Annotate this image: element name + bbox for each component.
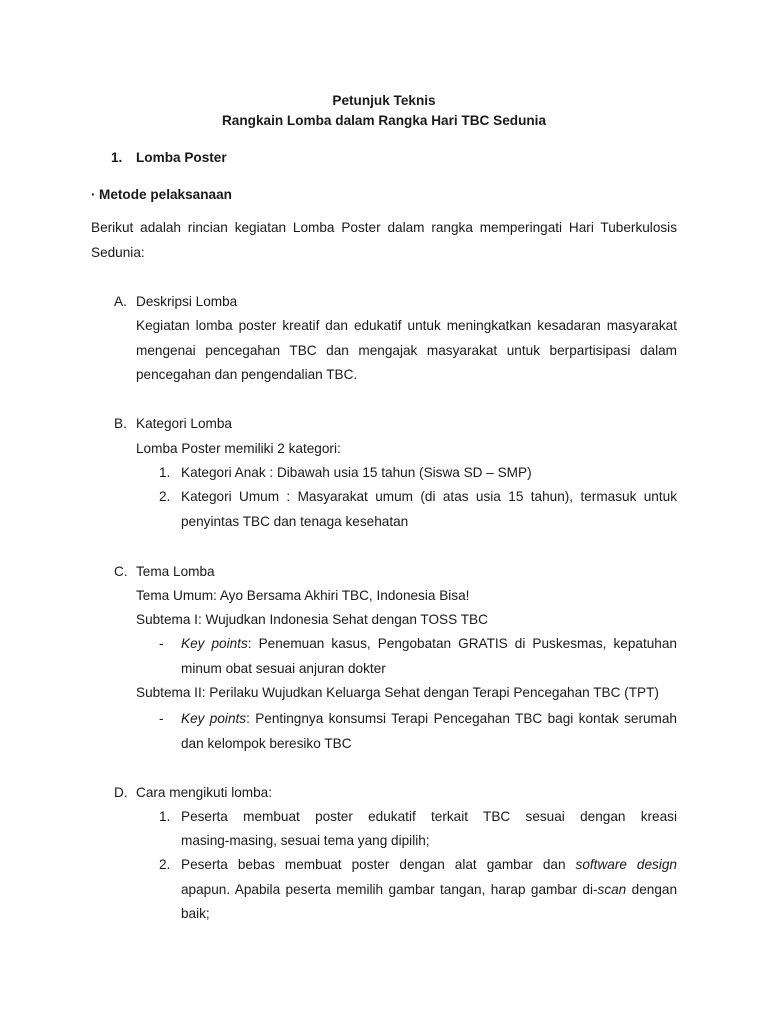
section-c-kp2-dash: - [159, 711, 164, 726]
section-a-line2: mengenai pencegahan TBC dan mengajak masyarakat untuk berpartisipasi dalam [136, 343, 677, 358]
section-c-kp2-line1 [181, 711, 677, 726]
section-b-heading: Kategori Lomba [136, 416, 232, 431]
section-c-kp1-line2: minum obat sesuai anjuran dokter [181, 661, 386, 676]
section-d-item1-number: 1. [159, 809, 171, 824]
section-d-item1-line2: masing-masing, sesuai tema yang dipilih; [181, 833, 430, 848]
doc-title-line1: Petunjuk Teknis [332, 93, 436, 108]
section-b-item2-number: 2. [159, 489, 171, 504]
section-a-letter: A. [114, 294, 127, 309]
item2-line2-text: apapun. Apabila peserta memilih gambar tangan, harap gambar di- [181, 882, 598, 897]
section-b-letter: B. [114, 416, 127, 431]
section-d-item2-line3: baik; [181, 906, 210, 921]
item2-line1-text: Peserta bebas membuat poster dengan alat gambar dan [181, 857, 576, 872]
section-a-line1: Kegiatan lomba poster kreatif dan edukatif untuk meningkatkan kesadaran masyarakat [136, 318, 677, 333]
metode-bullet: · [91, 187, 96, 202]
intro-line1: Berikut adalah rincian kegiatan Lomba Poster dalam rangka memperingati Hari Tuberkulosis [91, 220, 677, 235]
kp2-text: : Pentingnya konsumsi Terapi Pencegahan TBC bagi kontak serumah [246, 711, 677, 726]
section-c-subtema1: Subtema I: Wujudkan Indonesia Sehat dengan TOSS TBC [136, 612, 488, 627]
section-a-line3: pencegahan dan pengendalian TBC. [136, 367, 358, 382]
section-b-item2-line1: Kategori Umum : Masyarakat umum (di atas usia 15 tahun), termasuk untuk [181, 489, 677, 504]
item2-line2-text-end: dengan [626, 882, 678, 897]
section-d-letter: D. [114, 785, 128, 800]
section1-number: 1. [111, 150, 123, 165]
key-points-label: Key points [181, 711, 247, 726]
metode-heading: Metode pelaksanaan [99, 187, 232, 202]
section-d-item2-line1 [181, 857, 677, 872]
section-b-item1-text: Kategori Anak : Dibawah usia 15 tahun (Siswa SD – SMP) [181, 465, 532, 480]
section-c-letter: C. [114, 564, 128, 579]
section-b-item2-line2: penyintas TBC dan tenaga kesehatan [181, 514, 409, 529]
section-c-subtema2: Subtema II: Perilaku Wujudkan Keluarga Sehat dengan Terapi Pencegahan TBC (TPT) [136, 685, 659, 700]
section-c-tema-umum: Tema Umum: Ayo Bersama Akhiri TBC, Indonesia Bisa! [136, 588, 470, 603]
section-a-heading: Deskripsi Lomba [136, 294, 238, 309]
section-c-kp1-dash: - [159, 636, 164, 651]
section-c-kp1-line1 [181, 636, 677, 651]
section-d-item2-number: 2. [159, 857, 171, 872]
intro-line2: Sedunia: [91, 245, 145, 260]
section-c-kp2-line2: dan kelompok beresiko TBC [181, 736, 352, 751]
section-d-item2-line2 [181, 882, 677, 897]
key-points-label: Key points [181, 636, 248, 651]
item2-line2-italic: scan [597, 882, 627, 897]
kp1-text: : Penemuan kasus, Pengobatan GRATIS di Puskesmas, kepatuhan [247, 636, 677, 651]
section-d-item1-line1: Peserta membuat poster edukatif terkait TBC sesuai dengan kreasi [181, 809, 677, 824]
section-b-item1-number: 1. [159, 465, 171, 480]
item2-line1-italic: software design [575, 857, 677, 872]
section-d-heading: Cara mengikuti lomba: [136, 785, 272, 800]
doc-title-line2: Rangkain Lomba dalam Rangka Hari TBC Sedunia [221, 113, 547, 128]
section-c-heading: Tema Lomba [136, 564, 215, 579]
section-b-intro: Lomba Poster memiliki 2 kategori: [136, 441, 341, 456]
section1-heading: Lomba Poster [136, 150, 227, 165]
